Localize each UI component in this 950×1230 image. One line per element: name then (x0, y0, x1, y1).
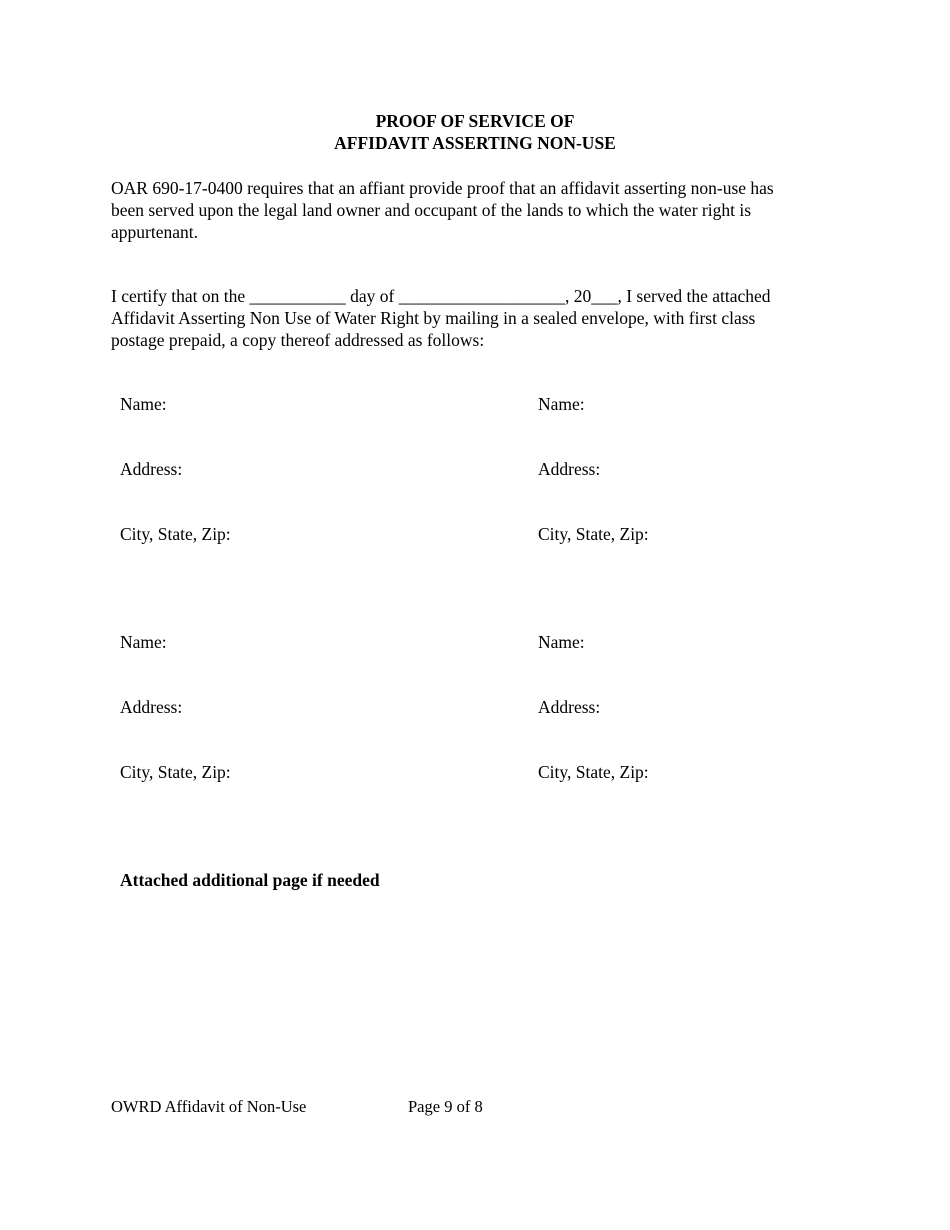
city-state-zip-label: City, State, Zip: (538, 762, 649, 782)
certify-line: I certify that on the ___________ day of ___________________, 20___, I served the attached (111, 286, 771, 306)
certify-paragraph (111, 285, 841, 351)
address-label: Address: (538, 697, 601, 717)
intro-paragraph (111, 177, 841, 243)
address-label: Address: (120, 697, 183, 717)
city-state-zip-label: City, State, Zip: (120, 524, 231, 544)
additional-page-note: Attached additional page if needed (120, 870, 380, 890)
certify-line: Affidavit Asserting Non Use of Water Right by mailing in a sealed envelope, with first class (111, 308, 756, 328)
city-state-zip-label: City, State, Zip: (538, 524, 649, 544)
name-label: Name: (120, 632, 167, 652)
certify-line: postage prepaid, a copy thereof addressed as follows: (111, 330, 485, 350)
name-label: Name: (538, 632, 585, 652)
footer-document-name: OWRD Affidavit of Non-Use (111, 1097, 307, 1116)
address-label: Address: (538, 459, 601, 479)
name-label: Name: (538, 394, 585, 414)
page-title-line-2: AFFIDAVIT ASSERTING NON-USE (334, 133, 616, 153)
name-label: Name: (120, 394, 167, 414)
intro-line: been served upon the legal land owner and occupant of the lands to which the water right is (111, 200, 752, 220)
intro-line: OAR 690-17-0400 requires that an affiant provide proof that an affidavit asserting non-use has (111, 178, 774, 198)
address-label: Address: (120, 459, 183, 479)
footer-page-number: Page 9 of 8 (408, 1097, 483, 1116)
page-title-line-1: PROOF OF SERVICE OF (375, 111, 575, 131)
intro-line: appurtenant. (111, 222, 198, 242)
city-state-zip-label: City, State, Zip: (120, 762, 231, 782)
